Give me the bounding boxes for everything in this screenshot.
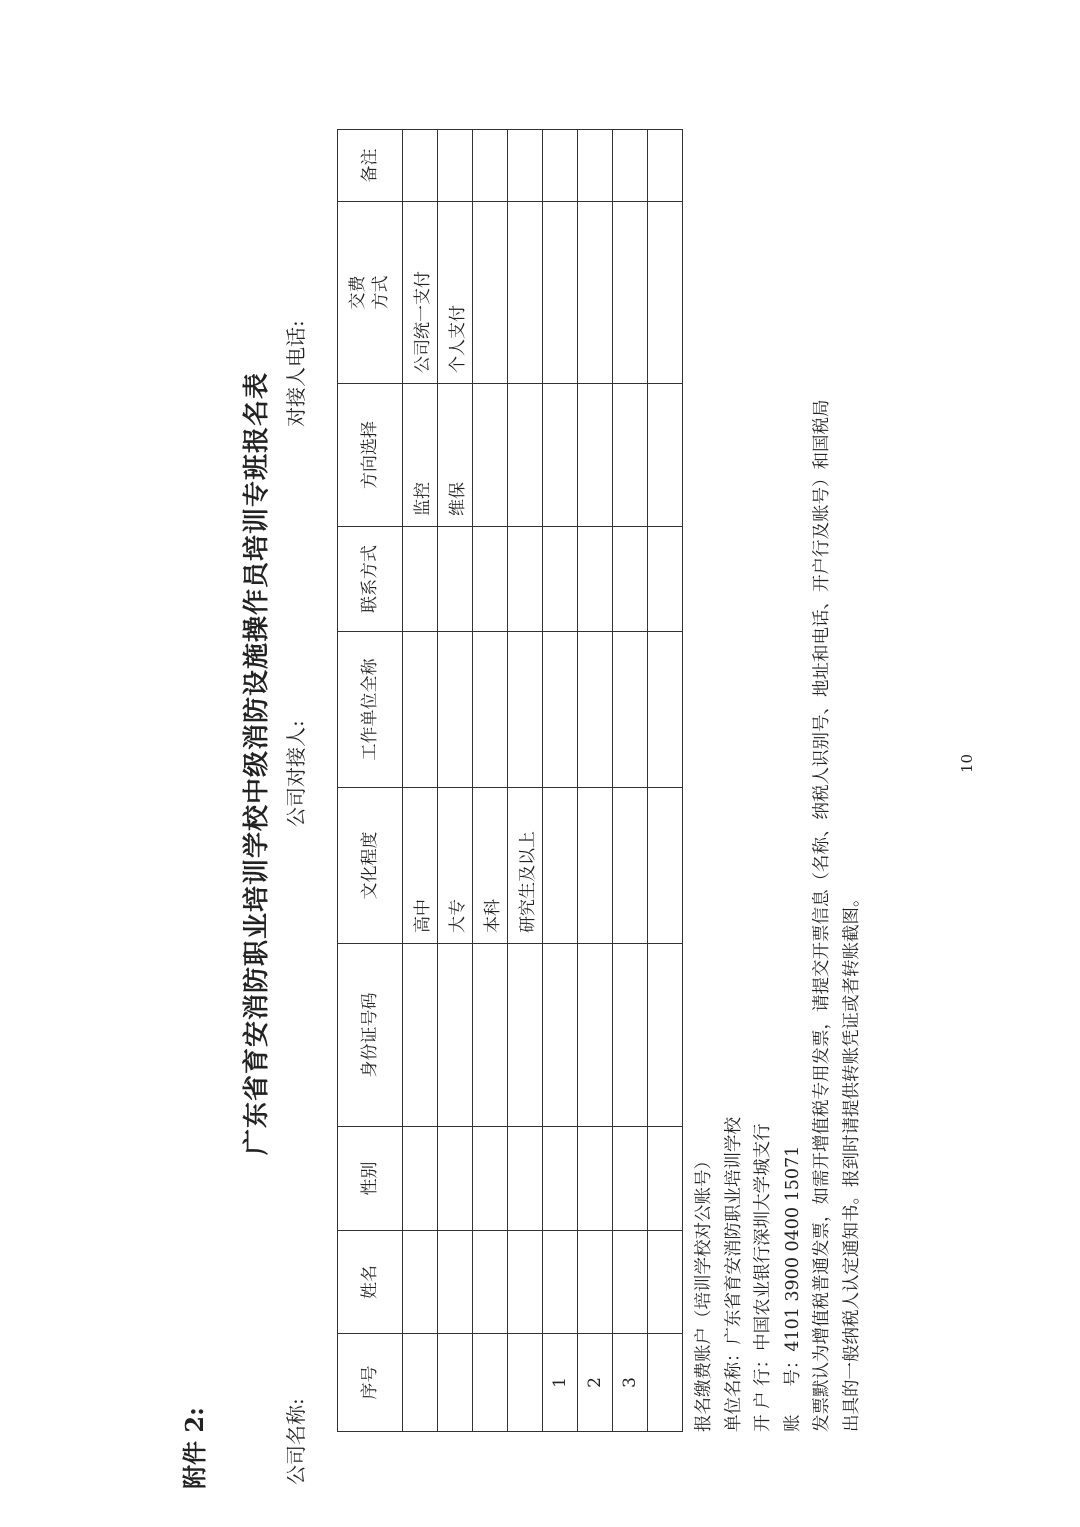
attachment-label: 附件 2: (180, 1407, 209, 1489)
registration-table (337, 129, 683, 1432)
payment-method-cell: 公司统一支付 (403, 202, 438, 384)
remark-cell (473, 130, 508, 202)
direction-cell: 维保 (438, 384, 473, 527)
remark-cell (438, 130, 473, 202)
education-cell: 大专 (438, 788, 473, 944)
seq-cell (648, 1334, 683, 1432)
direction-cell (648, 384, 683, 527)
name-cell (543, 1231, 578, 1334)
header-cell: 文化程度 (338, 788, 403, 944)
header-cell: 序号 (338, 1334, 403, 1432)
table-row (578, 130, 613, 1432)
table-body (403, 130, 683, 1432)
table-row (403, 130, 438, 1432)
workplace-cell (473, 632, 508, 788)
table-row (613, 130, 648, 1432)
notes-line: 报名缴费账户（培训学校对公账号） (694, 1152, 714, 1432)
id-number-cell (473, 944, 508, 1127)
table-header-row (338, 130, 403, 1432)
education-cell (613, 788, 648, 944)
seq-cell (508, 1334, 543, 1432)
direction-cell (473, 384, 508, 527)
gender-cell (613, 1127, 648, 1231)
education-cell: 研究生及以上 (508, 788, 543, 944)
remark-cell (403, 130, 438, 202)
notes-line: 发票默认为增值税普通发票，如需开增值税专用发票，请提交开票信息（名称、纳税人识别号、地址和电话、开户行及账号）和国税局 (812, 399, 832, 1432)
company-name-label: 公司名称: (284, 1398, 308, 1485)
name-cell (648, 1231, 683, 1334)
education-cell (578, 788, 613, 944)
id-number-cell (543, 944, 578, 1127)
payment-method-cell (508, 202, 543, 384)
gender-cell (403, 1127, 438, 1231)
table-row (438, 130, 473, 1432)
table-row (508, 130, 543, 1432)
id-number-cell (648, 944, 683, 1127)
payment-method-cell (648, 202, 683, 384)
name-cell (613, 1231, 648, 1334)
id-number-cell (403, 944, 438, 1127)
direction-cell (508, 384, 543, 527)
gender-cell (438, 1127, 473, 1231)
seq-cell (403, 1334, 438, 1432)
name-cell (403, 1231, 438, 1334)
id-number-cell (613, 944, 648, 1127)
header-cell: 备注 (338, 130, 403, 202)
company-contact-label: 公司对接人: (284, 720, 308, 827)
contact-cell (648, 527, 683, 632)
contact-cell (613, 527, 648, 632)
contact-cell (403, 527, 438, 632)
workplace-cell (613, 632, 648, 788)
contact-cell (438, 527, 473, 632)
seq-cell (438, 1334, 473, 1432)
notes-line: 出具的一般纳税人认定通知书。报到时请提供转账凭证或者转账截图。 (841, 889, 862, 1432)
contact-cell (578, 527, 613, 632)
seq-cell: 1 (543, 1334, 578, 1432)
workplace-cell (578, 632, 613, 788)
workplace-cell (438, 632, 473, 788)
direction-cell (543, 384, 578, 527)
id-number-cell (438, 944, 473, 1127)
contact-phone-label: 对接人电话: (284, 320, 308, 427)
table-row (648, 130, 683, 1432)
remark-cell (578, 130, 613, 202)
form-title: 广东省育安消防职业培训学校中级消防设施操作员培训专班报名表 (242, 372, 272, 1156)
contact-cell (543, 527, 578, 632)
gender-cell (473, 1127, 508, 1231)
notes-line: 账 号：4101 3900 0400 15071 (782, 1145, 803, 1432)
workplace-cell (648, 632, 683, 788)
notes-line: 单位名称：广东省育安消防职业培训学校 (723, 1117, 744, 1432)
notes-line: 开 户 行：中国农业银行深圳大学城支行 (753, 1123, 773, 1432)
gender-cell (543, 1127, 578, 1231)
seq-cell (473, 1334, 508, 1432)
gender-cell (578, 1127, 613, 1231)
page-number: 10 (958, 753, 976, 774)
seq-cell: 2 (578, 1334, 613, 1432)
id-number-cell (508, 944, 543, 1127)
education-cell (648, 788, 683, 944)
direction-cell: 监控 (403, 384, 438, 527)
gender-cell (648, 1127, 683, 1231)
workplace-cell (508, 632, 543, 788)
header-cell: 姓名 (338, 1231, 403, 1334)
remark-cell (508, 130, 543, 202)
header-cell: 联系方式 (338, 527, 403, 632)
contact-cell (508, 527, 543, 632)
education-cell: 本科 (473, 788, 508, 944)
remark-cell (543, 130, 578, 202)
contact-cell (473, 527, 508, 632)
workplace-cell (403, 632, 438, 788)
gender-cell (508, 1127, 543, 1231)
education-cell (543, 788, 578, 944)
payment-method-cell: 个人支付 (438, 202, 473, 384)
header-cell: 交费 方式 (338, 202, 403, 384)
header-cell: 性别 (338, 1127, 403, 1231)
direction-cell (613, 384, 648, 527)
remark-cell (613, 130, 648, 202)
name-cell (473, 1231, 508, 1334)
payment-method-cell (578, 202, 613, 384)
seq-cell: 3 (613, 1334, 648, 1432)
workplace-cell (543, 632, 578, 788)
id-number-cell (578, 944, 613, 1127)
name-cell (508, 1231, 543, 1334)
header-cell: 工作单位全称 (338, 632, 403, 788)
table-row (543, 130, 578, 1432)
direction-cell (578, 384, 613, 527)
header-cell: 方向选择 (338, 384, 403, 527)
payment-method-cell (613, 202, 648, 384)
table-row (473, 130, 508, 1432)
payment-method-cell (473, 202, 508, 384)
name-cell (578, 1231, 613, 1334)
payment-notes (690, 400, 867, 1433)
education-cell: 高中 (403, 788, 438, 944)
remark-cell (648, 130, 683, 202)
payment-method-cell (543, 202, 578, 384)
header-cell: 身份证号码 (338, 944, 403, 1127)
name-cell (438, 1231, 473, 1334)
